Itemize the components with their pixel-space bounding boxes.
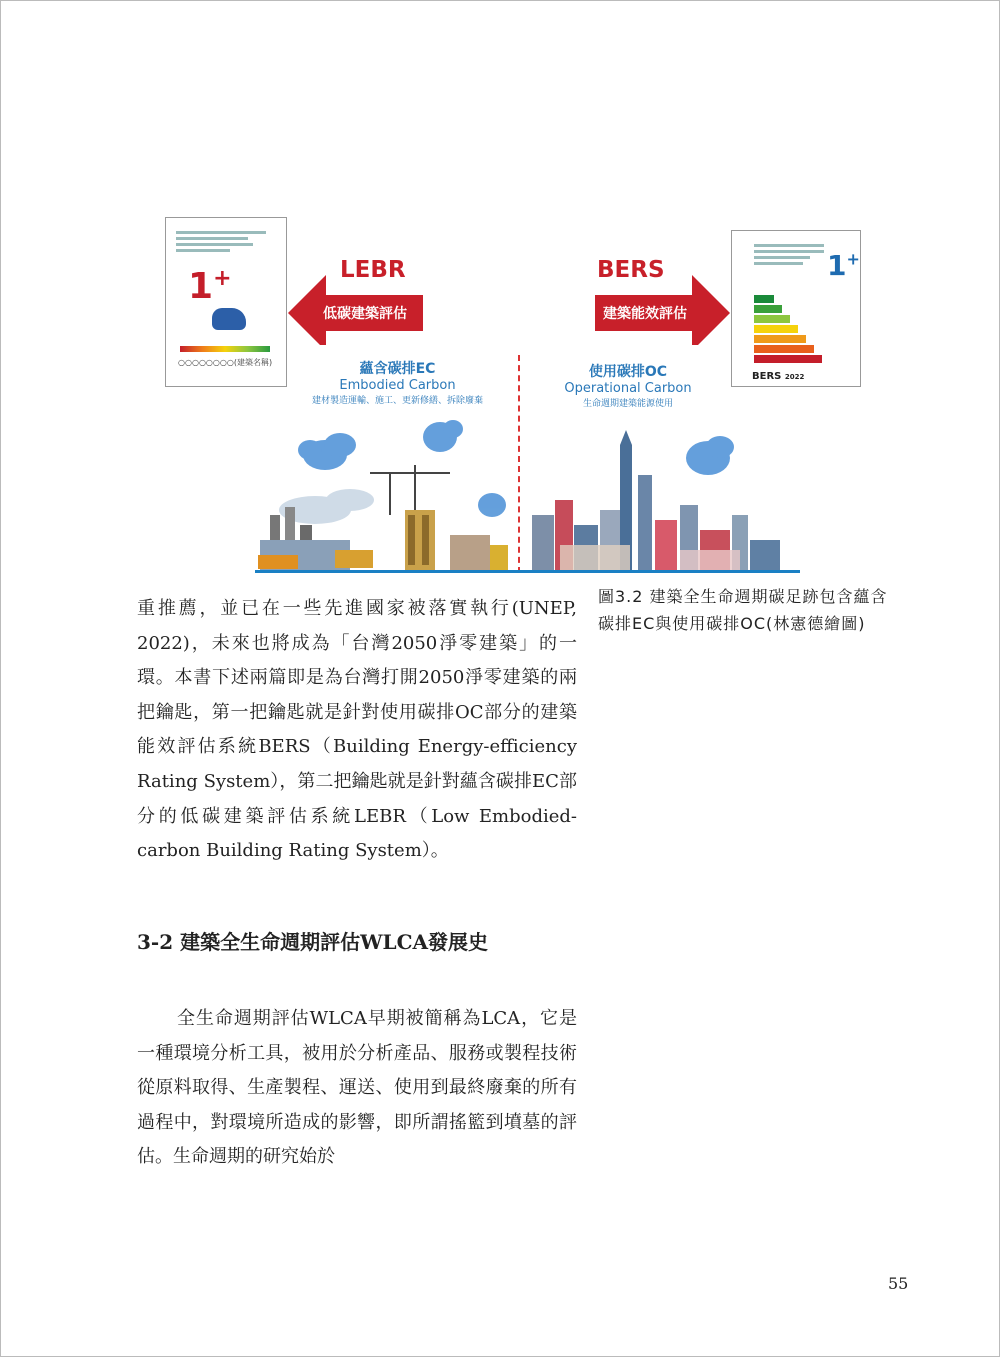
oc-title: 使用碳排OC <box>588 364 668 380</box>
oc-english: Operational Carbon <box>564 381 692 396</box>
figure-carbon-footprint <box>160 215 865 580</box>
oc-desc: 生命週期建築能源使用 <box>582 399 673 409</box>
figure-caption: 圖3.2 建築全生命週期碳足跡包含蘊含碳排EC與使用碳排OC(林憲德繪圖) <box>598 587 888 633</box>
paragraph-1: 重推薦，並已在一些先進國家被落實執行(UNEP, 2022)，未來也將成為「台灣2050淨零建築」的一環。本書下述兩篇即是為台灣打開2050淨零建築的兩把鑰匙，第一把鑰匙就是針對使用碳排OC部分的建築能效評估系統BERS（Building Energy-efficiency Rating System），第二把鑰匙就是針對蘊含碳排EC部分的低碳建築評估系統LEBR（Low Embodied-carbon Building Rating System）。 <box>137 598 577 862</box>
page-number: 55 <box>888 1274 909 1293</box>
bers-grade: 1+ <box>827 249 860 282</box>
lebr-grade: 1+ <box>188 266 232 307</box>
ec-desc: 建材製造運輸、施工、更新修繕、拆除廢棄 <box>311 396 483 406</box>
lebr-subtitle: 低碳建築評估 <box>323 306 407 322</box>
bers-title: BERS <box>597 257 665 283</box>
city-skyline-icon <box>532 430 780 570</box>
paragraph-2 <box>137 1002 577 1175</box>
ec-title: 蘊含碳排EC <box>359 361 436 377</box>
bers-footer: BERS 2022 <box>752 371 805 382</box>
paragraph-2-text: 全生命週期評估WLCA早期被簡稱為LCA，它是一種環境分析工具，被用於分析產品、服務或製程技術從原料取得、生產製程、運送、使用到最終廢棄的所有過程中，對環境所造成的影響，即所謂搖籃到墳墓的評估。生命週期的研究始於 <box>137 1008 577 1168</box>
bers-subtitle: 建築能效評估 <box>603 306 687 322</box>
lebr-title: LEBR <box>340 257 406 283</box>
section-heading: 3-2 建築全生命週期評估WLCA發展史 <box>137 930 489 954</box>
building-construction-icon <box>405 510 508 570</box>
lebr-building-name: ○○○○○○○○(建築名稱) <box>178 358 273 367</box>
illustration-scene <box>160 215 865 580</box>
ec-english: Embodied Carbon <box>339 378 456 393</box>
